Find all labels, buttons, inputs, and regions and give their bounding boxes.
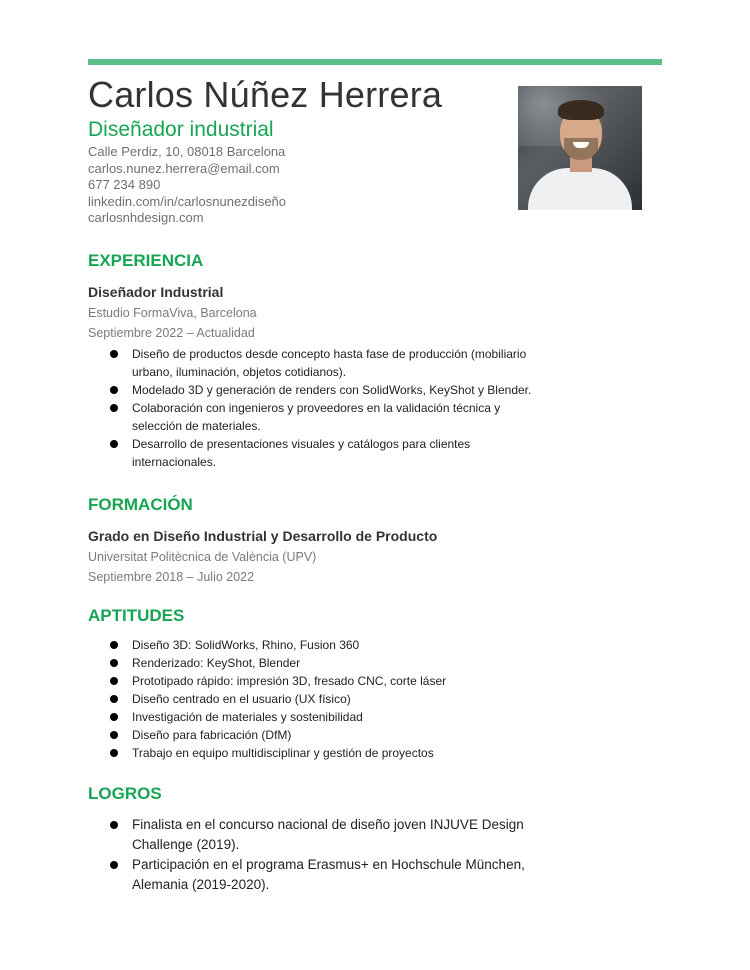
bullet-icon [110, 350, 118, 358]
list-item: Participación en el programa Erasmus+ en Hochschule München, Alemania (2019-2020). [88, 855, 538, 895]
profile-photo [518, 86, 642, 210]
full-name: Carlos Núñez Herrera [88, 74, 443, 115]
section-title-skills: APTITUDES [88, 606, 185, 625]
bullet-icon [110, 713, 118, 721]
contact-phone: 677 234 890 [88, 177, 161, 192]
contact-linkedin[interactable]: linkedin.com/in/carlosnunezdiseño [88, 193, 287, 209]
skills-bullet-list [88, 636, 538, 762]
header-accent-bar [88, 59, 662, 65]
bullet-icon [110, 677, 118, 685]
contact-email[interactable]: carlos.nunez.herrera@email.com [88, 160, 280, 176]
list-item: Trabajo en equipo multidisciplinar y gestión de proyectos [88, 744, 538, 762]
list-item: Investigación de materiales y sostenibilidad [88, 708, 538, 726]
bullet-icon [110, 659, 118, 667]
education-dates: Septiembre 2018 – Julio 2022 [88, 570, 255, 584]
list-item: Diseño centrado en el usuario (UX físico) [88, 690, 538, 708]
section-title-achievements: LOGROS [88, 784, 162, 803]
education-school: Universitat Politècnica de València (UPV) [88, 550, 317, 564]
experience-job-title: Diseñador Industrial [88, 284, 224, 300]
achievements-bullet-list [88, 815, 538, 895]
list-item: Desarrollo de presentaciones visuales y catálogos para clientes internacionales. [88, 435, 538, 471]
bullet-icon [110, 440, 118, 448]
bullet-icon [110, 749, 118, 757]
bullet-icon [110, 695, 118, 703]
list-item: Prototipado rápido: impresión 3D, fresado CNC, corte láser [88, 672, 538, 690]
list-item: Modelado 3D y generación de renders con SolidWorks, KeyShot y Blender. [88, 381, 538, 399]
education-degree: Grado en Diseño Industrial y Desarrollo de Producto [88, 528, 438, 544]
experience-dates: Septiembre 2022 – Actualidad [88, 326, 255, 340]
bullet-icon [110, 386, 118, 394]
list-item: Finalista en el concurso nacional de diseño joven INJUVE Design Challenge (2019). [88, 815, 538, 855]
section-title-education: FORMACIÓN [88, 495, 193, 514]
list-item: Colaboración con ingenieros y proveedores en la validación técnica y selección de materiales. [88, 399, 538, 435]
contact-website[interactable]: carlosnhdesign.com [88, 210, 204, 225]
list-item: Renderizado: KeyShot, Blender [88, 654, 538, 672]
list-item: Diseño de productos desde concepto hasta fase de producción (mobiliario urbano, iluminación, objetos cotidianos). [88, 345, 538, 381]
contact-block [88, 144, 286, 227]
list-item: Diseño para fabricación (DfM) [88, 726, 538, 744]
experience-company: Estudio FormaViva, Barcelona [88, 306, 257, 320]
bullet-icon [110, 861, 118, 869]
bullet-icon [110, 731, 118, 739]
bullet-icon [110, 404, 118, 412]
contact-address: Calle Perdiz, 10, 08018 Barcelona [88, 144, 286, 159]
experience-bullet-list [88, 345, 538, 471]
list-item: Diseño 3D: SolidWorks, Rhino, Fusion 360 [88, 636, 538, 654]
section-title-experience: EXPERIENCIA [88, 251, 204, 270]
bullet-icon [110, 641, 118, 649]
bullet-icon [110, 821, 118, 829]
job-role: Diseñador industrial [88, 118, 274, 141]
